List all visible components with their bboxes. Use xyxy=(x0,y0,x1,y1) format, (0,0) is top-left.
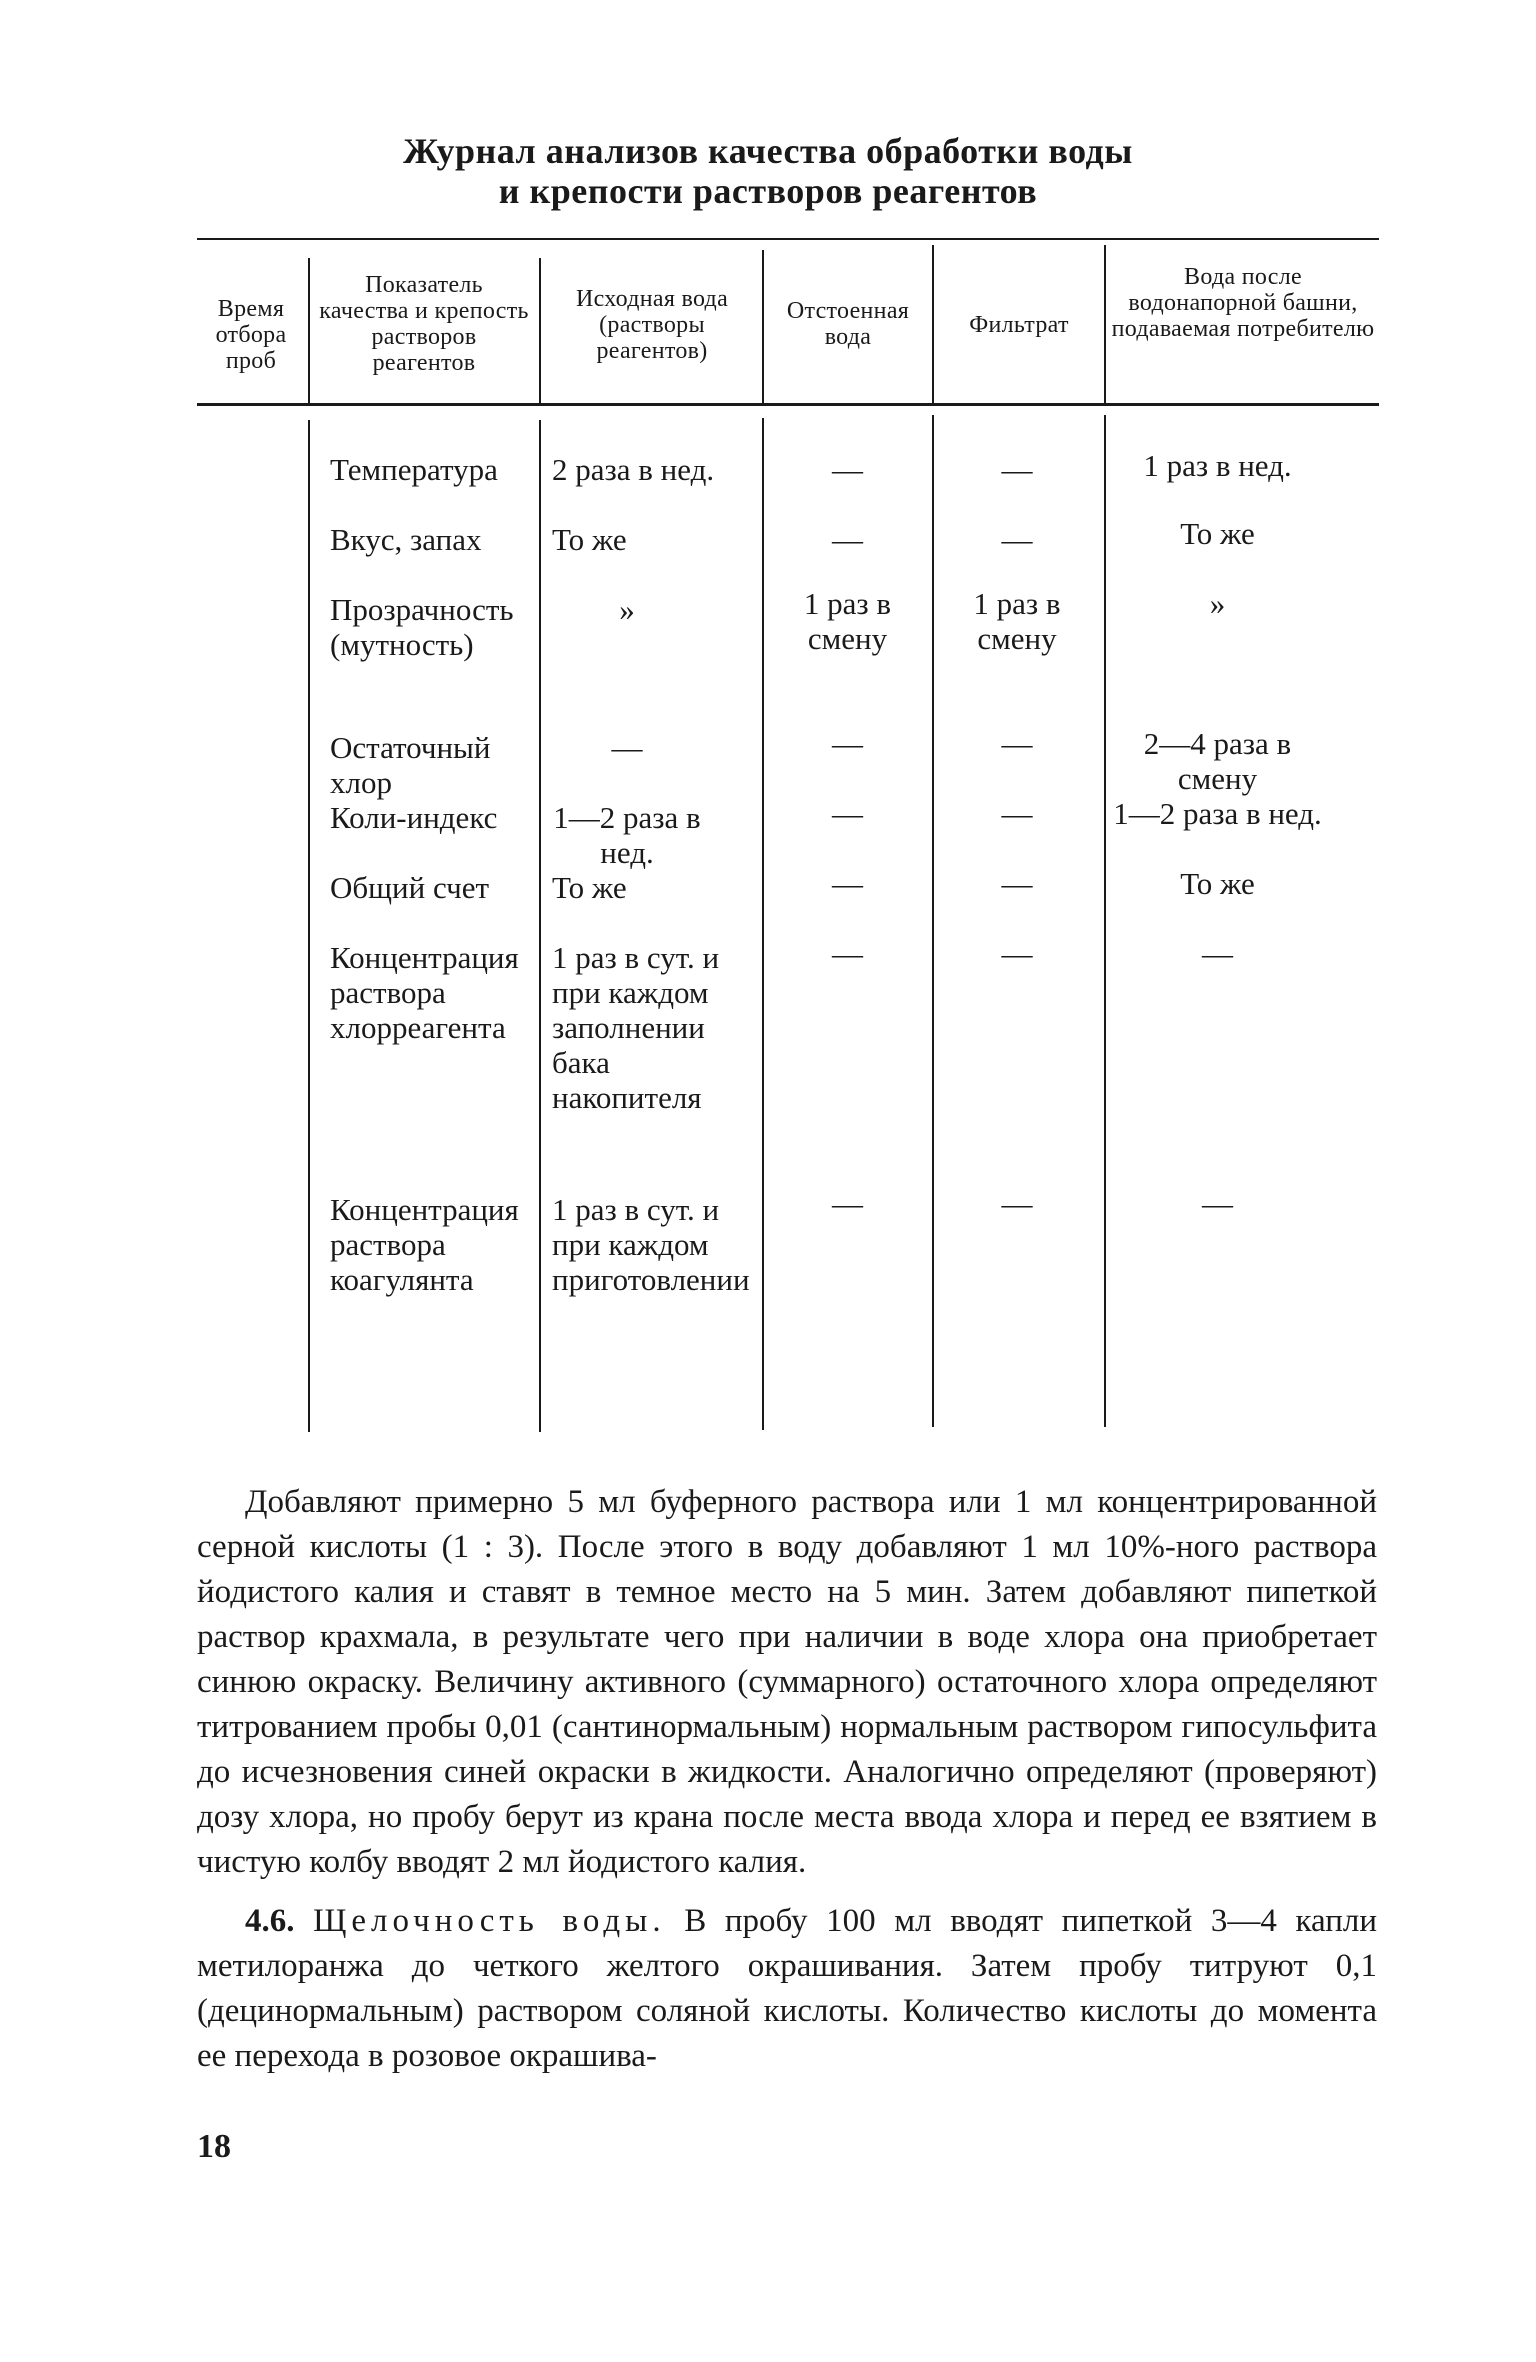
cell-filtrate: — xyxy=(1001,936,1033,971)
cell-raw: — xyxy=(611,730,643,765)
cell-raw: То же xyxy=(552,522,627,557)
cell-param: Вкус, запах xyxy=(330,522,482,557)
cell-param: Коли-индекс xyxy=(330,800,498,835)
cell-filtrate: — xyxy=(1001,522,1033,557)
cell-param: Остаточный хлор xyxy=(330,730,491,800)
cell-raw: » xyxy=(619,592,635,627)
header-after-tower: Вода после водонапорной башни, подаваемая потребителю xyxy=(1111,264,1375,342)
cell-filtrate: — xyxy=(1001,726,1033,761)
body-divider-2 xyxy=(539,420,541,1432)
cell-settled: 1 раз в смену xyxy=(803,586,892,656)
header-divider-2 xyxy=(539,258,541,404)
cell-settled: — xyxy=(832,796,863,831)
cell-settled: — xyxy=(832,866,863,901)
section-number: 4.6. xyxy=(245,1903,295,1939)
body-divider-3 xyxy=(762,418,764,1430)
paragraph-chlorine: Добавляют примерно 5 мл буферного раствора или 1 мл концентрированной серной кислоты (1 : 3). После этого в воду добавляют 1 мл 10%-ного раствора йодистого калия и ставят в темное место на 5 мин. Затем добавляют пипеткой раствор крахмала, в результате чего при наличии в воде хлора она приобретает синюю окраску. Величину активного (суммарного) остаточного хлора определяют титрованием пробы 0,01 (сантинормальным) нормальным раствором гипосульфита до исчезновения синей окраски в жидкости. Аналогично определяют (проверяют) дозу хлора, но пробу берут из крана после места ввода хлора и перед ее взятием в чистую колбу вводят 2 мл йодистого калия. xyxy=(197,1484,1377,1880)
header-raw-water: Исходная вода (растворы реагентов) xyxy=(575,286,729,364)
table-title-line1: Журнал анализов качества обработки воды xyxy=(403,131,1133,171)
header-divider-5 xyxy=(1104,245,1106,404)
section-text: В пробу 100 мл вводят пипеткой 3—4 капли метилоранжа до четкого желтого окрашивания. Затем пробу титруют 0,1 (децинормальным) раствором соляной кислоты. Количество кислоты до момента ее перехода в розовое окрашива- xyxy=(197,1903,1377,2074)
cell-raw: 1 раз в сут. и при каждом заполнении бака накопителя xyxy=(552,940,720,1115)
cell-settled: — xyxy=(832,726,863,761)
cell-after: 1—2 раза в нед. xyxy=(1113,796,1322,831)
cell-after: » xyxy=(1209,586,1226,621)
header-time: Время отбора проб xyxy=(215,296,287,374)
header-divider-1 xyxy=(308,258,310,404)
cell-settled: — xyxy=(832,452,863,487)
body-text xyxy=(197,1480,1377,2079)
header-filtrate: Фильтрат xyxy=(969,312,1069,338)
cell-raw: 1—2 раза в нед. xyxy=(553,800,701,870)
body-divider-4 xyxy=(932,415,934,1427)
cell-filtrate: — xyxy=(1001,796,1033,831)
cell-param: Прозрачность (мутность) xyxy=(330,592,514,662)
cell-filtrate: — xyxy=(1001,452,1033,487)
cell-settled: — xyxy=(832,936,863,971)
cell-param: Температура xyxy=(330,452,498,487)
body-divider-5 xyxy=(1104,415,1106,1427)
cell-raw: 2 раза в нед. xyxy=(552,452,715,487)
cell-settled: — xyxy=(832,522,863,557)
cell-filtrate: — xyxy=(1001,1186,1033,1221)
header-divider-4 xyxy=(932,245,934,404)
cell-after: — xyxy=(1202,936,1233,971)
cell-settled: — xyxy=(832,1186,863,1221)
cell-raw: То же xyxy=(552,870,627,905)
cell-param: Общий счет xyxy=(330,870,489,905)
cell-raw: 1 раз в сут. и при каждом приготовлении xyxy=(552,1192,750,1297)
cell-after: 2—4 раза в смену xyxy=(1143,726,1292,796)
cell-after: 1 раз в нед. xyxy=(1143,448,1292,483)
paragraph-alkalinity xyxy=(197,1899,1377,2079)
cell-after: То же xyxy=(1180,516,1255,551)
header-indicator: Показатель качества и крепость растворов реагентов xyxy=(319,272,529,376)
cell-after: — xyxy=(1202,1186,1233,1221)
cell-param: Концентрация раствора коагулянта xyxy=(330,1192,519,1297)
table-title-line2: и крепости растворов реагентов xyxy=(498,171,1038,211)
cell-param: Концентрация раствора хлорреагента xyxy=(330,940,519,1045)
cell-after: То же xyxy=(1180,866,1255,901)
cell-filtrate: 1 раз в смену xyxy=(973,586,1061,656)
section-title: Щелочность воды. xyxy=(313,1903,666,1939)
table-header-rule xyxy=(197,403,1379,406)
header-divider-3 xyxy=(762,250,764,404)
cell-filtrate: — xyxy=(1001,866,1033,901)
header-settled-water: Отстоенная вода xyxy=(786,298,910,350)
body-divider-1 xyxy=(308,420,310,1432)
table-top-rule xyxy=(197,238,1379,240)
page-number: 18 xyxy=(197,2128,231,2165)
